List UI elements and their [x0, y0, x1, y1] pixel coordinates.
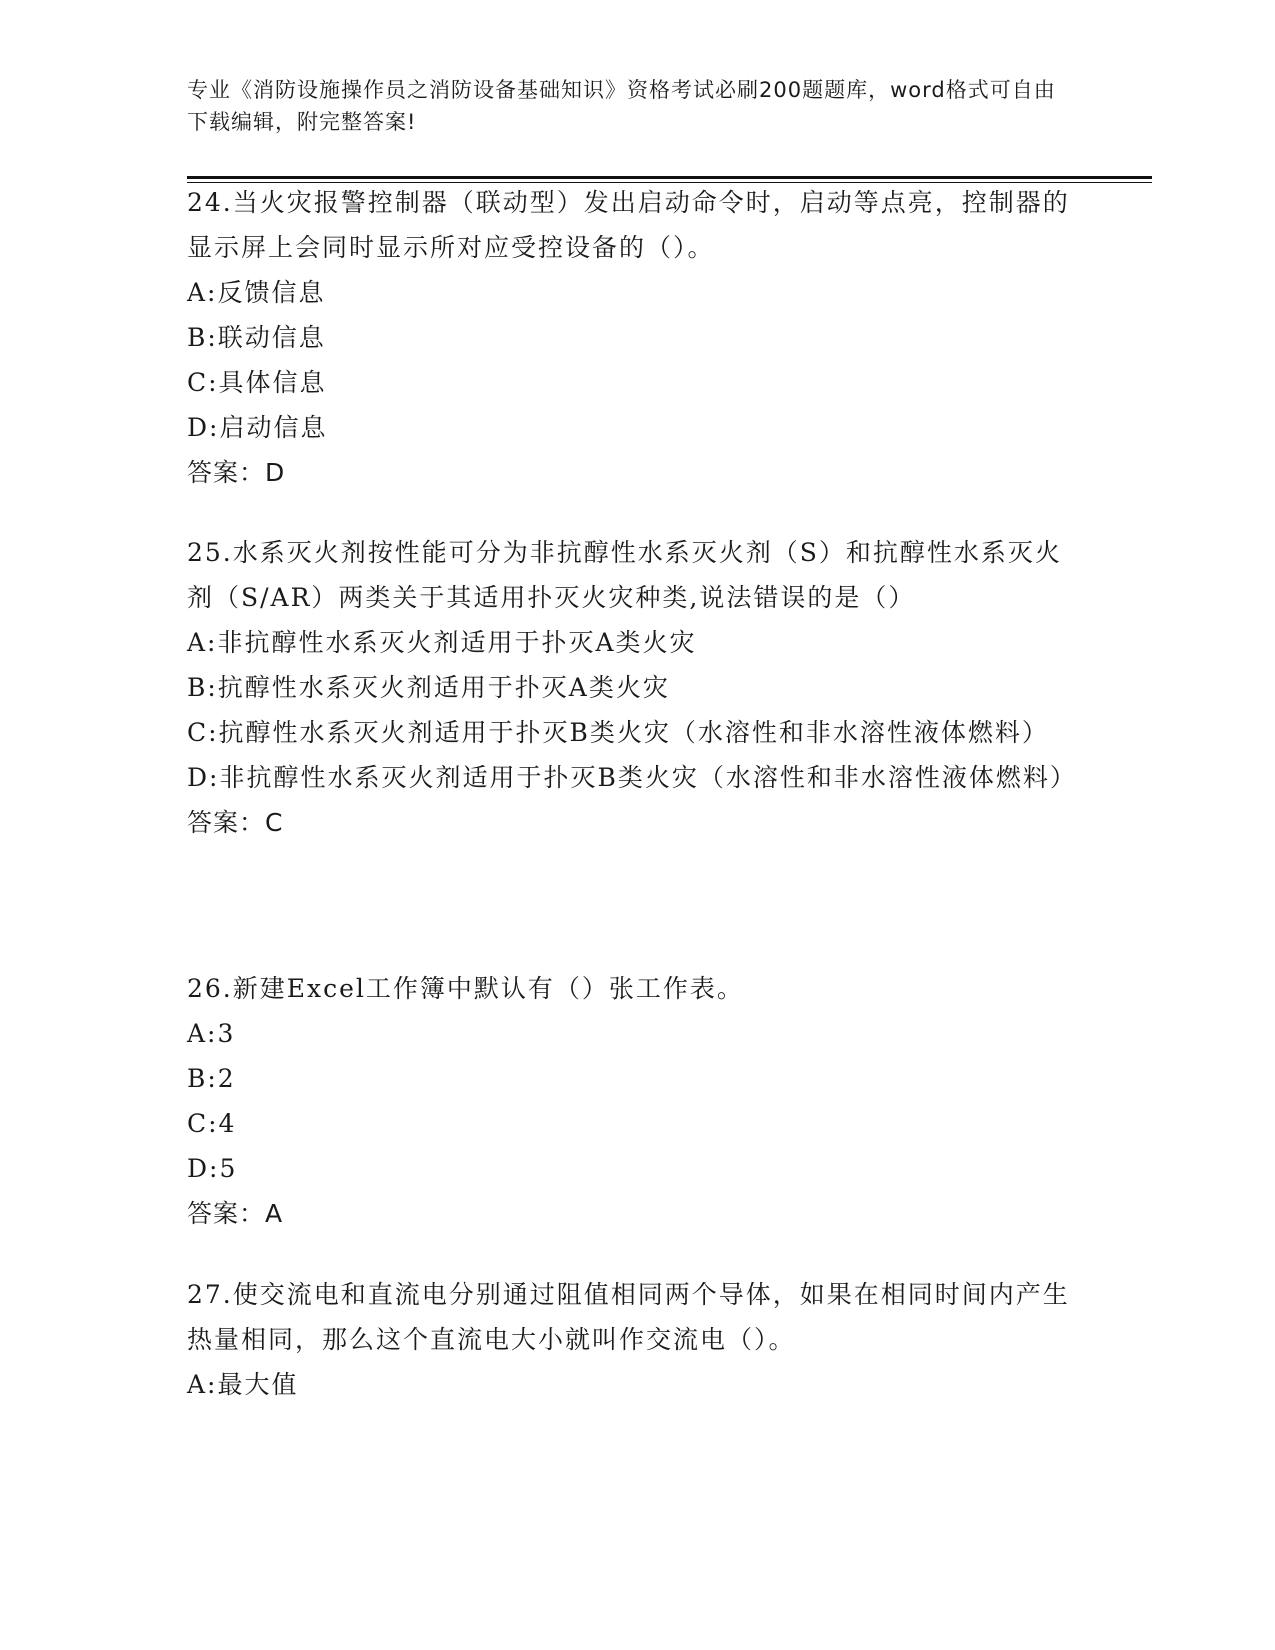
answer: 答案：D [187, 458, 286, 487]
question-stem: 26.新建Excel工作簿中默认有（）张工作表。 [187, 974, 744, 1003]
option-a: A:3 [187, 1019, 236, 1048]
document-header: 专业《消防设施操作员之消防设备基础知识》资格考试必刷200题题库，word格式可自由下载编辑，附完整答案! [187, 78, 1056, 134]
question-stem: 27.使交流电和直流电分别通过阻值相同两个导体，如果在相同时间内产生热量相同，那么这个直流电大小就叫作交流电（）。 [187, 1280, 1070, 1354]
answer: 答案：A [187, 1199, 284, 1228]
option-b: B:2 [187, 1064, 236, 1093]
question-stem: 25.水系灭火剂按性能可分为非抗醇性水系灭火剂（S）和抗醇性水系灭火剂（S/AR）两类关于其适用扑灭火灾种类,说法错误的是（） [187, 538, 1062, 612]
option-c: C:具体信息 [187, 368, 327, 397]
header-rule-thick [187, 176, 1152, 179]
option-a: A:最大值 [187, 1370, 299, 1399]
option-c: C:抗醇性水系灭火剂适用于扑灭B类火灾（水溶性和非水溶性液体燃料） [187, 718, 1049, 747]
option-d: D:5 [187, 1154, 238, 1183]
question-26 [187, 966, 1077, 1236]
question-27 [187, 1272, 1077, 1407]
question-25 [187, 530, 1077, 845]
option-a: A:非抗醇性水系灭火剂适用于扑灭A类火灾 [187, 628, 697, 657]
answer: 答案：C [187, 808, 284, 837]
option-b: B:抗醇性水系灭火剂适用于扑灭A类火灾 [187, 673, 670, 702]
question-stem: 24.当火灾报警控制器（联动型）发出启动命令时，启动等点亮，控制器的显示屏上会同时显示所对应受控设备的（）。 [187, 188, 1070, 262]
option-d: D:启动信息 [187, 413, 328, 442]
option-b: B:联动信息 [187, 323, 326, 352]
question-24 [187, 180, 1077, 495]
option-a: A:反馈信息 [187, 278, 326, 307]
option-d: D:非抗醇性水系灭火剂适用于扑灭B类火灾（水溶性和非水溶性液体燃料） [187, 763, 1077, 792]
option-c: C:4 [187, 1109, 237, 1138]
